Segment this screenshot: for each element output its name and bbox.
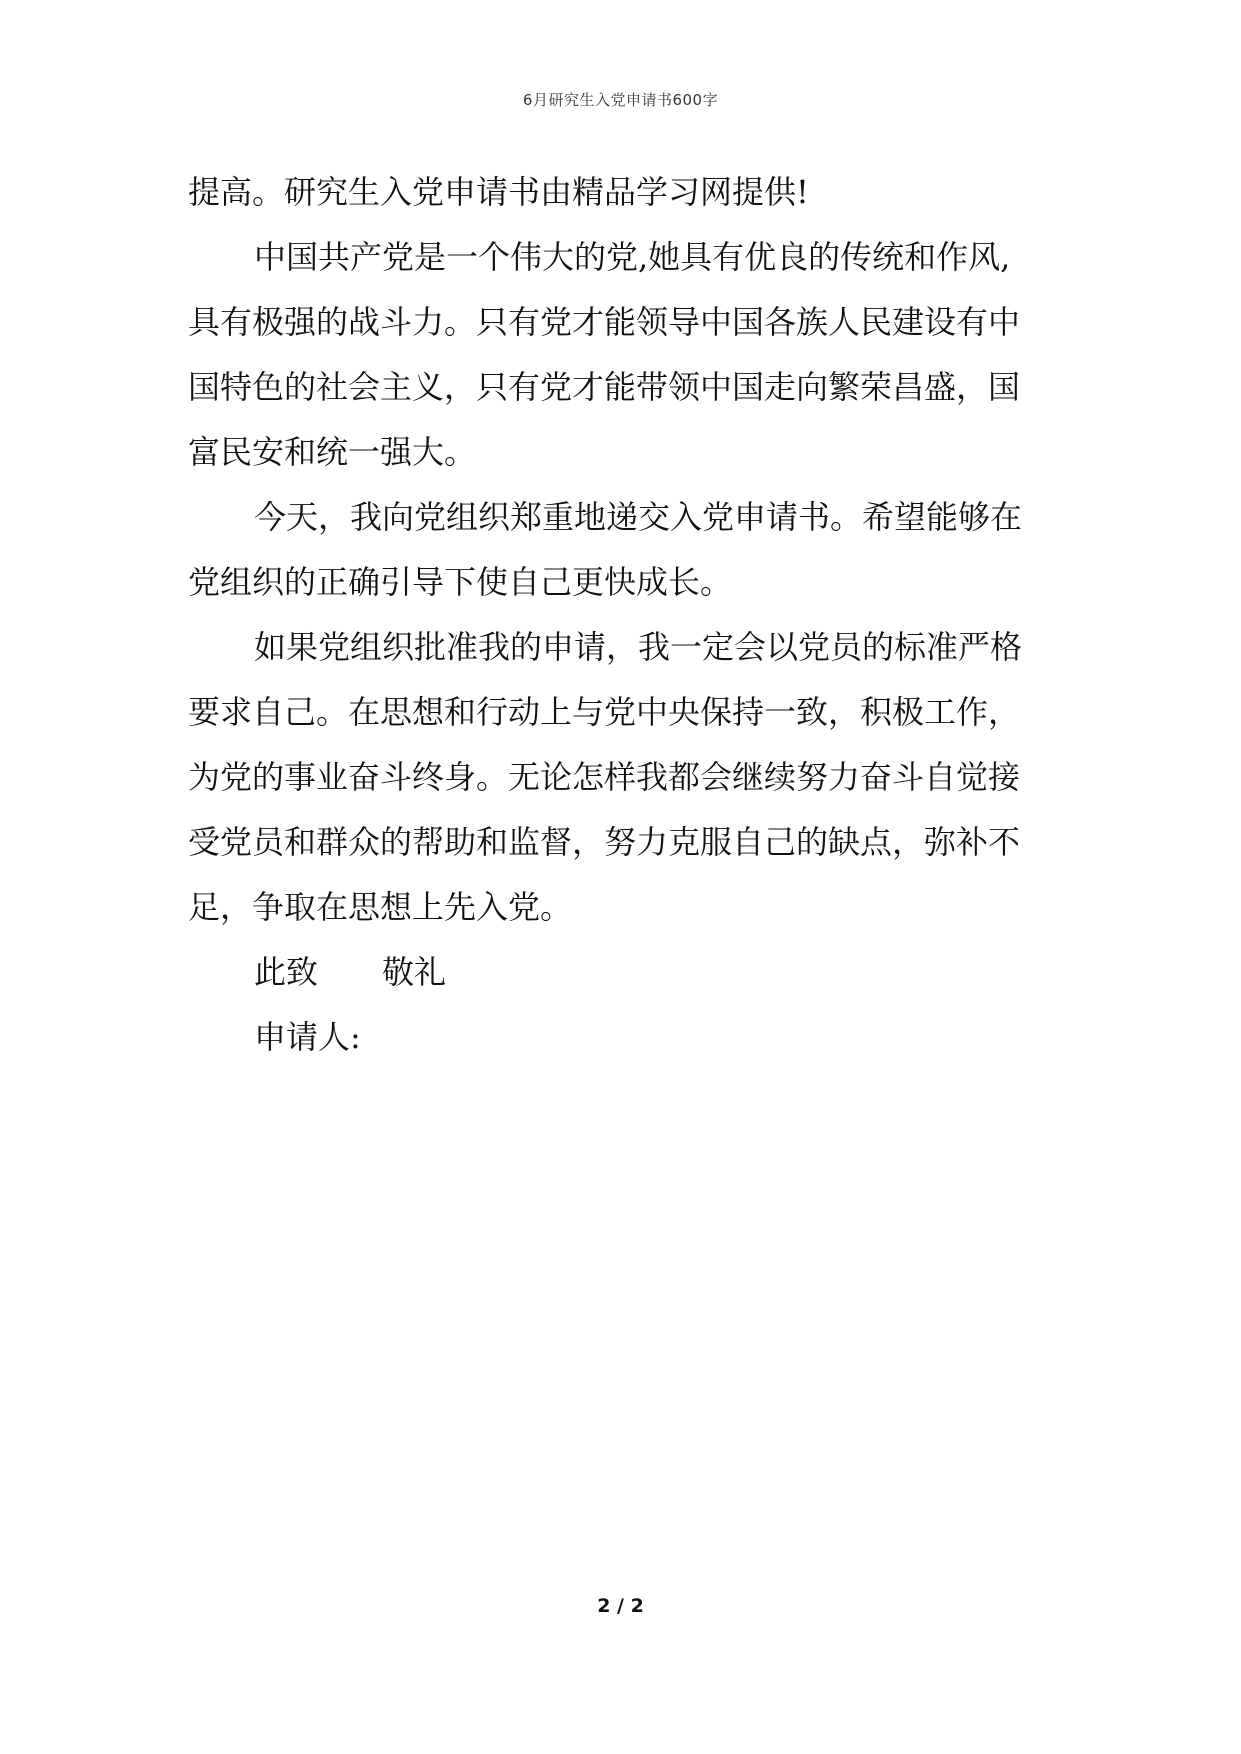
- paragraph-line: 足，争取在思想上先入党。: [188, 888, 573, 926]
- page-number: 2 / 2: [597, 1595, 644, 1617]
- letter-body: [188, 160, 1088, 1070]
- applicant-label: 申请人:: [254, 1018, 361, 1056]
- paragraph-line: 中国共产党是一个伟大的党,她具有优良的传统和作风,: [254, 238, 1011, 276]
- salutation-line: [188, 940, 1088, 1005]
- paragraph-line: 提高。研究生入党申请书由精品学习网提供!: [188, 173, 809, 211]
- salutation-jingli: 敬礼: [382, 953, 447, 991]
- paragraph-line: 国特色的社会主义，只有党才能带领中国走向繁荣昌盛，国: [188, 368, 1021, 406]
- salutation-cizhi: 此致: [254, 953, 319, 991]
- running-header: 6月研究生入党申请书600字: [522, 91, 719, 109]
- paragraph-line: 今天，我向党组织郑重地递交入党申请书。希望能够在: [254, 498, 1023, 536]
- paragraph-line: 受党员和群众的帮助和监督，努力克服自己的缺点，弥补不: [188, 823, 1021, 861]
- paragraph-line: 党组织的正确引导下使自己更快成长。: [188, 563, 733, 601]
- paragraph-line: 如果党组织批准我的申请，我一定会以党员的标准严格: [254, 628, 1023, 666]
- paragraph-line: 为党的事业奋斗终身。无论怎样我都会继续努力奋斗自觉接: [188, 758, 1021, 796]
- paragraph-line: 富民安和统一强大。: [188, 433, 477, 471]
- paragraph-line: 要求自己。在思想和行动上与党中央保持一致，积极工作，: [188, 693, 1021, 731]
- paragraph-line: 具有极强的战斗力。只有党才能领导中国各族人民建设有中: [188, 303, 1021, 341]
